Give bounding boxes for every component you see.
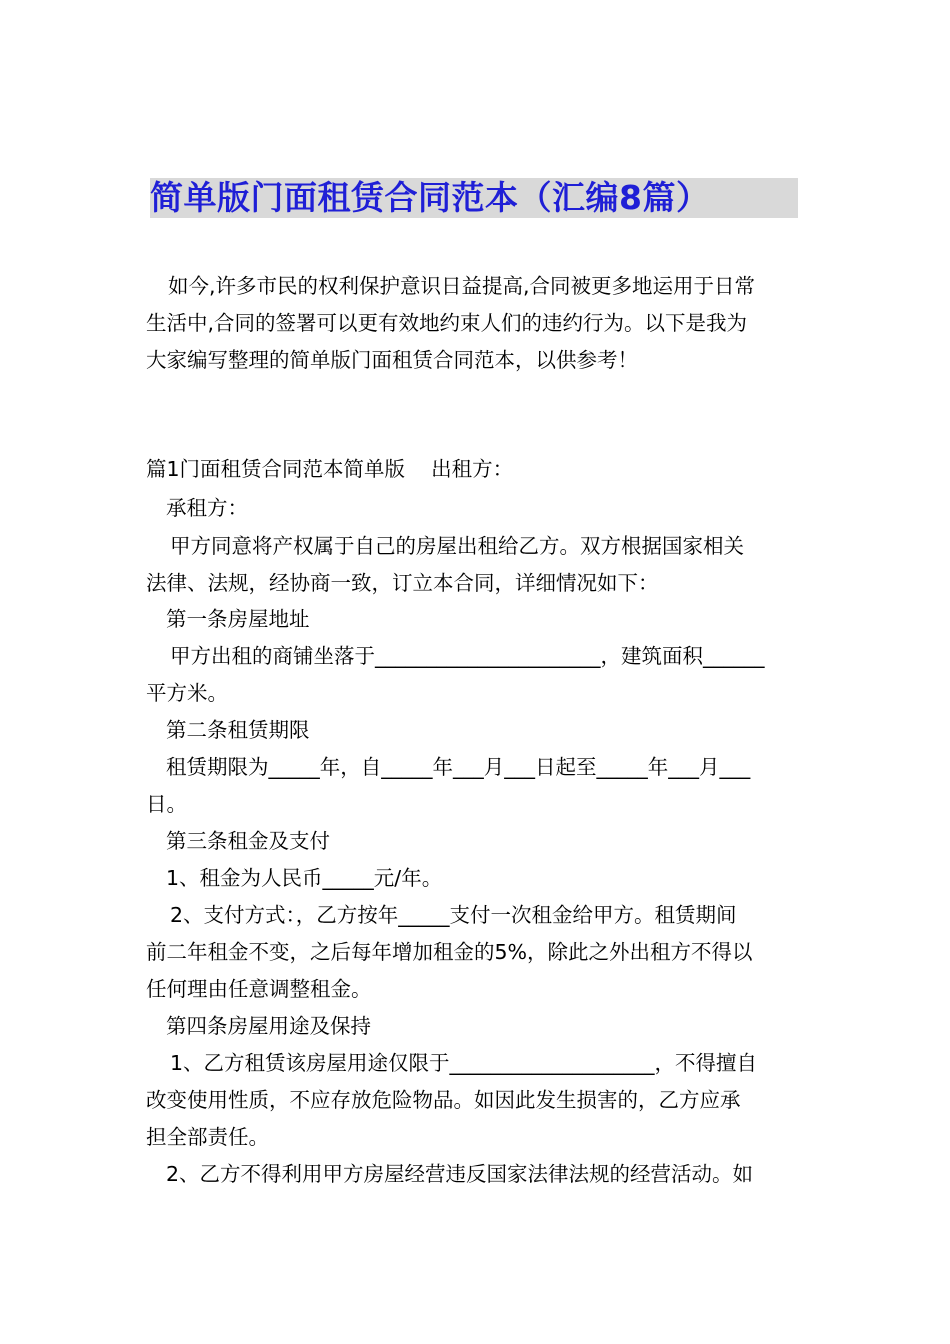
paragraph-line: 1、乙方租赁该房屋用途仅限于____________________，不得擅自 — [170, 1051, 758, 1075]
tenant-label: 承租方： — [166, 496, 248, 520]
section-heading: 篇1门面租赁合同范本简单版 出租方： — [146, 457, 514, 481]
article-heading: 第四条房屋用途及保持 — [166, 1014, 371, 1038]
intro-line-3: 大家编写整理的简单版门面租赁合同范本，以供参考！ — [146, 348, 638, 372]
paragraph-line: 平方米。 — [146, 681, 228, 705]
paragraph-line: 改变使用性质，不应存放危险物品。如因此发生损害的，乙方应承 — [146, 1088, 741, 1112]
paragraph-line: 2、支付方式：，乙方按年_____支付一次租金给甲方。租赁期间 — [170, 903, 737, 927]
article-heading: 第三条租金及支付 — [166, 829, 330, 853]
paragraph-line: 任何理由任意调整租金。 — [146, 977, 372, 1001]
paragraph-line: 1、租金为人民币_____元/年。 — [166, 866, 443, 890]
intro-line-1: 如今,许多市民的权利保护意识日益提高,合同被更多地运用于日常 — [168, 274, 756, 298]
document-title: 简单版门面租赁合同范本（汇编8篇） — [150, 178, 710, 217]
paragraph-line: 甲方同意将产权属于自己的房屋出租给乙方。双方根据国家相关 — [170, 534, 744, 558]
article-heading: 第一条房屋地址 — [166, 607, 310, 631]
paragraph-line: 租赁期限为_____年，自_____年___月___日起至_____年___月___ — [166, 755, 751, 779]
paragraph-line: 前二年租金不变，之后每年增加租金的5%，除此之外出租方不得以 — [146, 940, 753, 964]
paragraph-line: 担全部责任。 — [146, 1125, 269, 1149]
article-heading: 第二条租赁期限 — [166, 718, 310, 742]
paragraph-line: 甲方出租的商铺坐落于______________________，建筑面积______ — [170, 644, 765, 668]
paragraph-line: 2、乙方不得利用甲方房屋经营违反国家法律法规的经营活动。如 — [166, 1162, 754, 1186]
paragraph-line: 日。 — [146, 792, 187, 816]
paragraph-line: 法律、法规，经协商一致，订立本合同，详细情况如下： — [146, 571, 659, 595]
intro-line-2: 生活中,合同的签署可以更有效地约束人们的违约行为。以下是我为 — [146, 311, 748, 335]
